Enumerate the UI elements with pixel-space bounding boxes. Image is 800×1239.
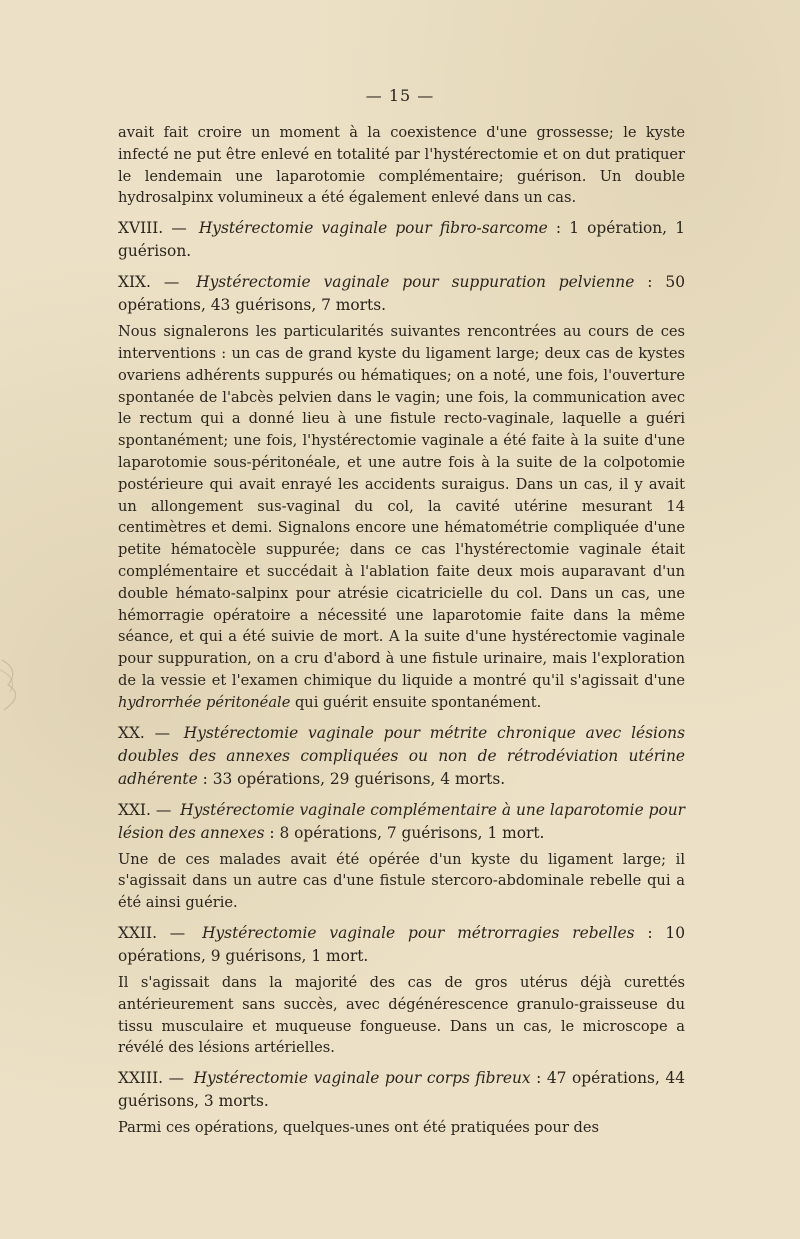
section-number: XIX. —	[118, 273, 180, 292]
paragraph-xxi-details	[118, 849, 685, 914]
section-stats: : 33 opérations, 29 guérisons, 4 morts.	[197, 769, 506, 788]
section-number: XVIII. —	[118, 219, 187, 238]
section-xix	[118, 271, 685, 317]
section-title: Hystérectomie vaginale pour métrorragies rebelles	[202, 923, 635, 942]
paper-stain	[0, 640, 60, 730]
section-stats: : 1 opération, 1 guérison.	[118, 219, 685, 261]
section-title: Hystérectomie vaginale pour corps fibreux	[193, 1069, 531, 1088]
section-xxi	[118, 799, 685, 845]
section-number: XX. —	[118, 723, 170, 742]
section-title: Hystérectomie vaginale complémentaire à une laparotomie pour lésion des annexes	[118, 800, 685, 842]
paragraph-xxiii-details	[118, 1117, 685, 1139]
section-title: Hystérectomie vaginale pour métrite chronique avec lésions doubles des annexes compliquées ou non de rétrodéviation utérine adhérente	[118, 723, 685, 788]
paragraph-xxii-details	[118, 972, 685, 1059]
section-stats: : 10 opérations, 9 guérisons, 1 mort.	[118, 923, 685, 965]
section-number: XXIII. —	[118, 1069, 184, 1088]
section-stats: : 8 opérations, 7 guérisons, 1 mort.	[264, 823, 545, 842]
paragraph-text-tail: qui guérit ensuite spontanément.	[290, 693, 542, 711]
section-title: Hystérectomie vaginale pour fibro-sarcome	[198, 219, 548, 238]
section-xx	[118, 722, 685, 791]
paragraph-text: avait fait croire un moment à la coexistence d'une grossesse; le kyste infecté ne put être enlevé en totalité par l'hystérectomie et on dut pratiquer le lendemain une laparotomie complémentaire; guérison. Un double hydrosalpinx volumineux a été également enlevé dans un cas.	[118, 124, 685, 207]
paragraph-italic-term: hydrorrhée péritonéale	[118, 693, 291, 711]
section-number: XXI. —	[118, 800, 172, 819]
body-text	[118, 118, 685, 1139]
section-xxiii	[118, 1067, 685, 1113]
section-xxii	[118, 922, 685, 968]
section-number: XXII. —	[118, 923, 186, 942]
paragraph-xix-details	[118, 321, 685, 713]
paragraph-text: Il s'agissait dans la majorité des cas de gros utérus déjà curettés antérieurement sans succès, avec dégénérescence granulo-graisseuse du tissu musculaire et muqueuse fongueuse. Dans un cas, le microscope a révélé des lésions artérielles.	[118, 973, 685, 1057]
section-stats: : 50 opérations, 43 guérisons, 7 morts.	[118, 273, 685, 315]
section-xviii	[118, 217, 685, 263]
paragraph-text: Nous signalerons les particularités suivantes rencontrées au cours de ces interventions : un cas de grand kyste du ligament large; deux cas de kystes ovariens adhérents suppurés ou hématiques; on a noté, une fois, l'ouverture spontanée de l'abcès pelvien dans le vagin; une fois, la communication avec le rectum qui a donné lieu à une fistule recto-vaginale, laquelle a guéri spontanément; une fois, l'hystérectomie vaginale a été faite à la suite d'une laparotomie sous-péritonéale, et une autre fois à la suite de la colpotomie postérieure qui avait enrayé les accidents suraigus. Dans un cas, il y avait un allongement sus-vaginal du col, la cavité utérine mesurant 14 centimètres et demi. Signalons encore une hématométrie compliquée d'une petite hématocèle suppurée; dans ce cas l'hystérectomie vaginale était complémentaire et succédait à l'ablation faite deux mois auparavant d'un double hémato-salpinx pour atrésie cicatricielle du col. Dans un cas, une hémorragie opératoire a nécessité une laparotomie faite dans la même séance, et qui a été suivie de mort. A la suite d'une hystérectomie vaginale pour suppuration, on a cru d'abord à une fistule urinaire, mais l'exploration de la vessie et l'examen chimique du liquide a montré qu'il s'agissait d'une	[118, 323, 685, 689]
paragraph-continuation	[118, 122, 685, 209]
paragraph-text: Une de ces malades avait été opérée d'un kyste du ligament large; il s'agissait dans un autre cas d'une fistule stercoro-abdominale rebelle qui a été ainsi guérie.	[118, 850, 685, 912]
section-stats: : 47 opérations, 44 guérisons, 3 morts.	[118, 1069, 685, 1111]
page-number: — 15 —	[365, 86, 435, 105]
paragraph-text: Parmi ces opérations, quelques-unes ont été pratiquées pour des	[118, 1119, 600, 1137]
section-title: Hystérectomie vaginale pour suppuration pelvienne	[196, 273, 635, 292]
